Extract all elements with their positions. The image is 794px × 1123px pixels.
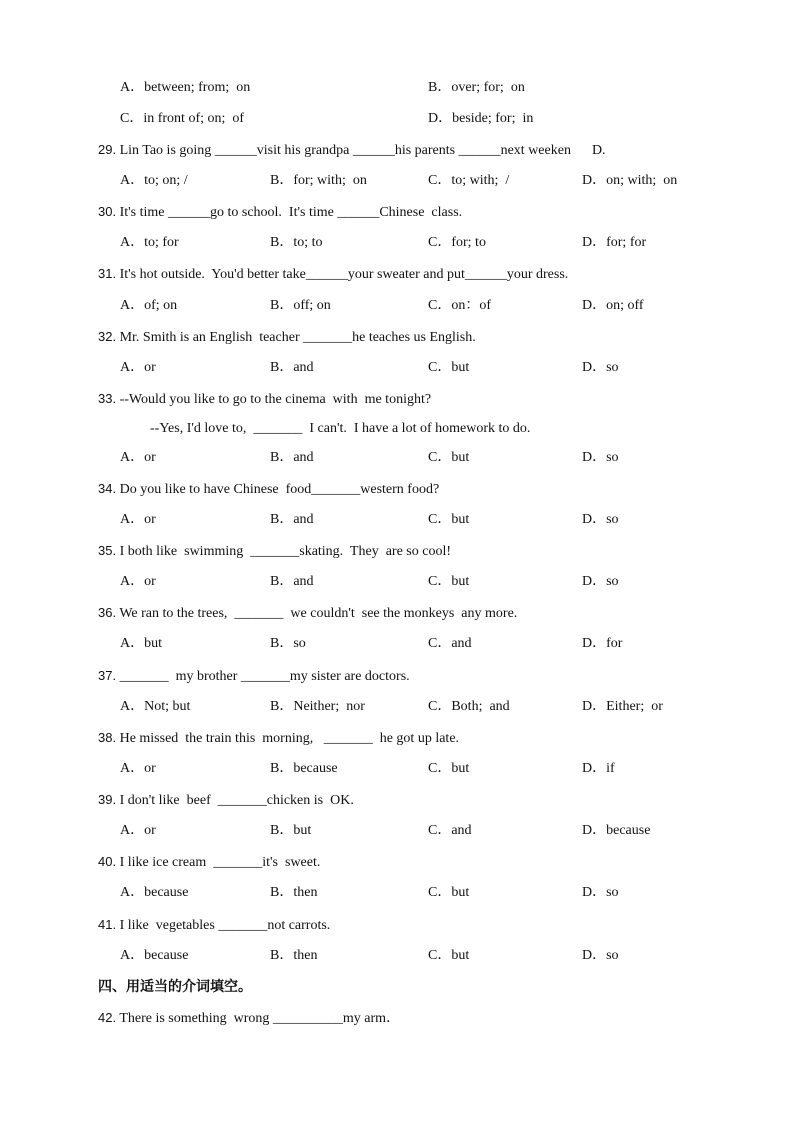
option-c: C．but — [428, 450, 470, 465]
option-d: D．so — [582, 948, 619, 963]
question-stem: I like ice cream _______it's sweet. — [119, 855, 321, 870]
option-a: A．between; from; on — [120, 80, 251, 95]
option-a: A．or — [120, 761, 156, 776]
question-29 — [98, 141, 606, 160]
question-number: 32. — [98, 329, 117, 344]
option-b: B．for; with; on — [270, 173, 367, 188]
option-c: C．but — [428, 360, 470, 375]
option-a: A．to; for — [120, 235, 179, 250]
question-stem: _______ my brother _______my sister are doctors. — [119, 669, 410, 684]
option-d: D．if — [582, 761, 615, 776]
question-stem: Mr. Smith is an English teacher _______he teaches us English. — [119, 330, 476, 345]
option-c: C．for; to — [428, 235, 486, 250]
option-b: B．off; on — [270, 298, 331, 313]
question-stem: We ran to the trees, _______ we couldn't see the monkeys any more. — [119, 606, 518, 621]
option-b: B．to; to — [270, 235, 323, 250]
question-stem: It's time ______go to school. It's time ______Chinese class. — [119, 205, 463, 220]
question-32 — [98, 328, 476, 347]
question-stem: He missed the train this morning, _______ he got up late. — [119, 731, 460, 746]
option-d: D．beside; for; in — [428, 111, 534, 126]
option-b: B．then — [270, 885, 318, 900]
option-d: D．so — [582, 512, 619, 527]
option-a: A．or — [120, 450, 156, 465]
question-33 — [98, 390, 431, 409]
question-number: 39. — [98, 792, 117, 807]
option-c: C．to; with; / — [428, 173, 510, 188]
option-d: D．so — [582, 885, 619, 900]
question-number: 33. — [98, 391, 117, 406]
option-b: B．and — [270, 360, 314, 375]
option-c: C．but — [428, 512, 470, 527]
question-35 — [98, 542, 451, 561]
question-stem: Lin Tao is going ______visit his grandpa ______his parents ______next weeken D. — [119, 143, 606, 158]
option-d: D．Either; or — [582, 699, 663, 714]
section-heading: 四、用适当的介词填空。 — [98, 979, 252, 995]
option-c: C．on：of — [428, 298, 491, 313]
option-d: D．on; with; on — [582, 173, 678, 188]
question-37 — [98, 667, 410, 686]
option-d: D．so — [582, 574, 619, 589]
question-38 — [98, 729, 459, 748]
option-b: B．so — [270, 636, 306, 651]
question-36 — [98, 604, 517, 623]
question-34 — [98, 480, 439, 499]
option-c: C．but — [428, 885, 470, 900]
question-number: 35. — [98, 543, 117, 558]
option-b: B．then — [270, 948, 318, 963]
question-number: 30. — [98, 204, 117, 219]
question-number: 37. — [98, 668, 117, 683]
option-c: C．in front of; on; of — [120, 111, 245, 126]
question-number: 31. — [98, 266, 117, 281]
option-a: A．because — [120, 948, 189, 963]
option-a: A．of; on — [120, 298, 178, 313]
option-b: B．and — [270, 512, 314, 527]
question-number: 42. — [98, 1010, 117, 1025]
question-number: 36. — [98, 605, 117, 620]
option-b: B．Neither; nor — [270, 699, 365, 714]
question-40 — [98, 853, 320, 872]
option-b: B．and — [270, 574, 314, 589]
question-stem: I both like swimming _______skating. They are so cool! — [119, 544, 451, 559]
question-39 — [98, 791, 354, 810]
question-number: 29. — [98, 142, 117, 157]
question-number: 34. — [98, 481, 117, 496]
question-31 — [98, 265, 568, 284]
option-d: D．so — [582, 360, 619, 375]
option-a: A．because — [120, 885, 189, 900]
option-a: A．to; on; / — [120, 173, 188, 188]
question-number: 41. — [98, 917, 117, 932]
option-c: C．but — [428, 761, 470, 776]
question-30 — [98, 203, 462, 222]
option-d: D．for — [582, 636, 623, 651]
option-c: C．and — [428, 823, 472, 838]
option-d: D．because — [582, 823, 651, 838]
option-b: B．over; for; on — [428, 80, 525, 95]
question-stem-reply: --Yes, I'd love to, _______ I can't. I have a lot of homework to do. — [150, 421, 531, 436]
option-d: D．for; for — [582, 235, 647, 250]
option-d: D．so — [582, 450, 619, 465]
option-c: C．but — [428, 574, 470, 589]
question-stem: I like vegetables _______not carrots. — [119, 918, 331, 933]
question-stem: Do you like to have Chinese food_______western food? — [119, 482, 440, 497]
option-a: A．Not; but — [120, 699, 191, 714]
option-a: A．or — [120, 823, 156, 838]
option-c: C．Both; and — [428, 699, 510, 714]
option-b: B．because — [270, 761, 338, 776]
question-42 — [98, 1009, 400, 1028]
option-b: B．and — [270, 450, 314, 465]
option-a: A．or — [120, 360, 156, 375]
question-41 — [98, 916, 330, 935]
question-stem: There is something wrong __________my arm． — [119, 1011, 401, 1026]
question-stem: I don't like beef _______chicken is OK. — [119, 793, 354, 808]
option-a: A．or — [120, 512, 156, 527]
option-c: C．but — [428, 948, 470, 963]
option-c: C．and — [428, 636, 472, 651]
option-d: D．on; off — [582, 298, 644, 313]
option-a: A．or — [120, 574, 156, 589]
option-a: A．but — [120, 636, 162, 651]
option-b: B．but — [270, 823, 312, 838]
question-number: 38. — [98, 730, 117, 745]
question-stem: --Would you like to go to the cinema with me tonight? — [119, 392, 432, 407]
question-stem: It's hot outside. You'd better take______your sweater and put______your dress. — [119, 267, 569, 282]
question-number: 40. — [98, 854, 117, 869]
